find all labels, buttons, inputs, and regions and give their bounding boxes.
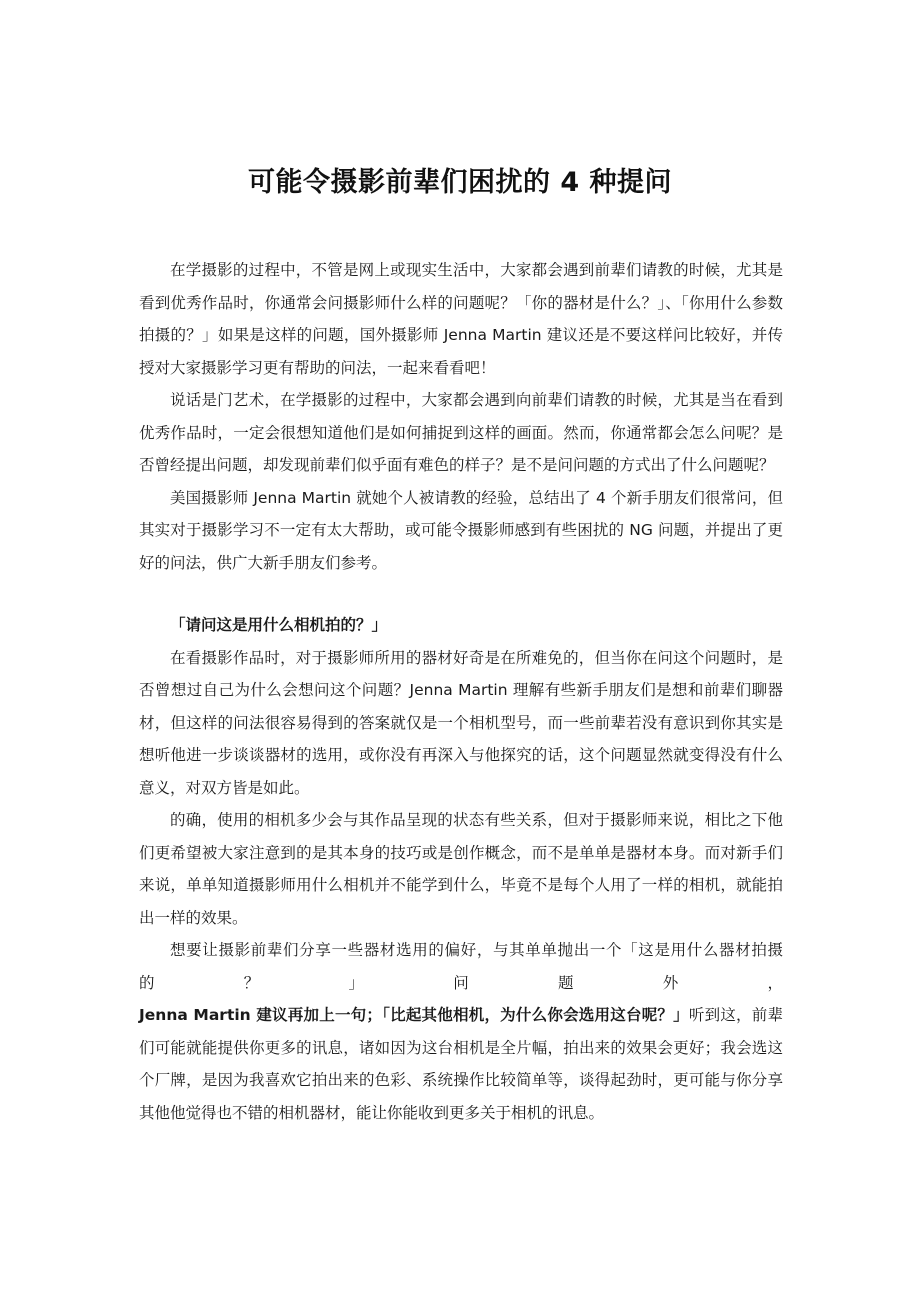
section1-paragraph-3-text-b: 听到这，前辈们可能就能提供你更多的讯息，诸如因为这台相机是全片幅，拍出来的效果会更好；我会选这个厂牌，是因为我喜欢它拍出来的色彩、系统操作比较简单等，谈得起劲时，更可能与你分享其他他觉得也不错的相机器材，能让你能收到更多关于相机的讯息。 xyxy=(139,1006,783,1122)
section-heading-1: 「请问这是用什么相机拍的？」 xyxy=(170,616,388,634)
section1-paragraph-1: 在看摄影作品时，对于摄影师所用的器材好奇是在所难免的，但当你在问这个问题时，是否曾想过自己为什么会想问这个问题？Jenna Martin 理解有些新手朋友们是想和前辈们聊器材，但这样的问法很容易得到的答案就仅是一个相机型号，而一些前辈若没有意识到你其实是想听他进一步谈谈器材的选用，或你没有再深入与他探究的话，这个问题显然就变得没有什么意义，对双方皆是如此。 xyxy=(139,648,783,797)
intro-paragraph-3: 美国摄影师 Jenna Martin 就她个人被请教的经验，总结出了 4 个新手朋友们很常问，但其实对于摄影学习不一定有太大帮助，或可能令摄影师感到有些困扰的 NG 问题，并提出了更好的问法，供广大新手朋友们参考。 xyxy=(139,488,783,572)
section1-paragraph-3-bold: Jenna Martin 建议再加上一句；「比起其他相机，为什么你会选用这台呢？」 xyxy=(139,1006,689,1024)
article-body xyxy=(139,254,783,1129)
intro-paragraph-2: 说话是门艺术，在学摄影的过程中，大家都会遇到向前辈们请教的时候，尤其是当在看到优秀作品时，一定会很想知道他们是如何捕捉到这样的画面。然而，你通常都会怎么问呢？是否曾经提出问题，却发现前辈们似乎面有难色的样子？是不是问问题的方式出了什么问题呢？ xyxy=(139,391,783,474)
section-spacer xyxy=(139,579,783,609)
section1-paragraph-3-text-a: 想要让摄影前辈们分享一些器材选用的偏好，与其单单抛出一个「这是用什么器材拍摄的？」问题外， xyxy=(139,941,783,992)
page-title: 可能令摄影前辈们困扰的 4 种提问 xyxy=(247,167,673,198)
section1-paragraph-2: 的确，使用的相机多少会与其作品呈现的状态有些关系，但对于摄影师来说，相比之下他们更希望被大家注意到的是其本身的技巧或是创作概念，而不是单单是器材本身。而对新手们来说，单单知道摄影师用什么相机并不能学到什么，毕竟不是每个人用了一样的相机，就能拍出一样的效果。 xyxy=(139,811,783,927)
intro-paragraph-1: 在学摄影的过程中，不管是网上或现实生活中，大家都会遇到前辈们请教的时候，尤其是看到优秀作品时，你通常会问摄影师什么样的问题呢？「你的器材是什么？」、「你用什么参数拍摄的？」如果是这样的问题，国外摄影师 Jenna Martin 建议还是不要这样问比较好，并传授对大家摄影学习更有帮助的问法，一起来看看吧！ xyxy=(139,261,783,377)
section1-paragraph-3 xyxy=(139,934,783,1129)
